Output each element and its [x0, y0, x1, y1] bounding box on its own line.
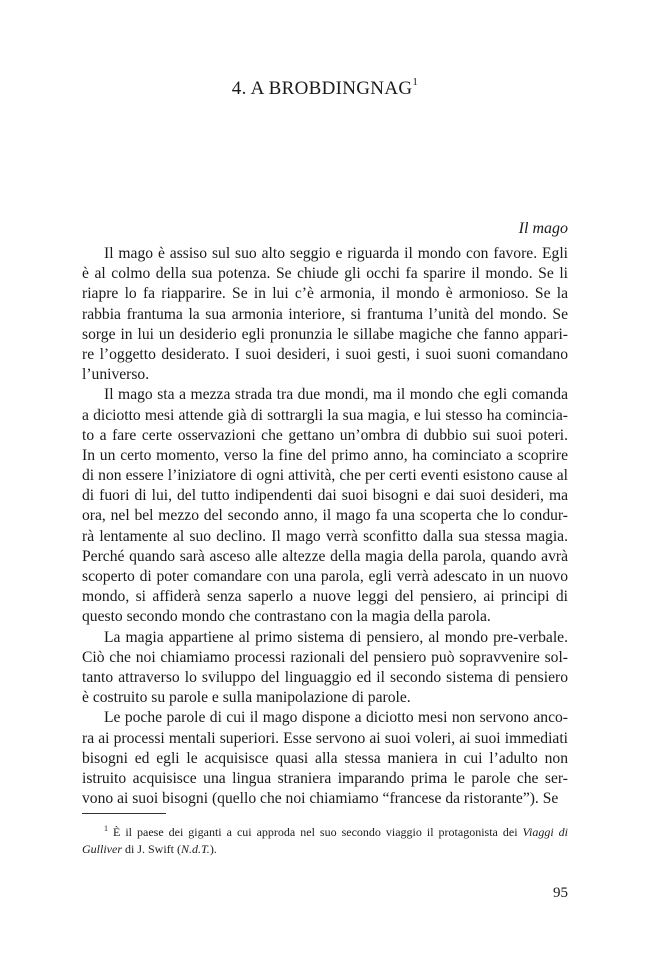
text-line: di fuori di lui, del tutto indipendenti dai suoi bisogni e dai suoi desideri, ma [82, 487, 568, 505]
text-line: questo secondo mondo che contrastano con la magia della parola. [82, 608, 491, 626]
footnote-text: di J. Swift ( [122, 842, 182, 856]
text-line: Il mago è assiso sul suo alto seggio e riguarda il mondo con favore. Egli [104, 245, 568, 262]
text-line: sorge in lui un desiderio egli pronunzia le sillabe magiche che fanno appari- [82, 325, 568, 343]
page-number: 95 [553, 885, 568, 901]
text-line: scoperto di poter comandare con una parola, egli verrà adescato in un nuovo [82, 568, 568, 585]
footnote-marker: 1 [104, 824, 108, 833]
text-line: Le poche parole di cui il mago dispone a diciotto mesi non servono anco- [104, 709, 568, 727]
text-line: mondo, si affiderà senza saperlo a nuove leggi del pensiero, ai principi di [82, 588, 568, 606]
text-line: ora, nel bel mezzo del secondo anno, il mago fa una scoperta che lo condur- [82, 507, 568, 525]
text-line: Ciò che noi chiamiamo processi razionali del pensiero può sopravvenire sol- [82, 648, 568, 666]
footnote-reference: 1 [412, 76, 419, 88]
footnote [82, 820, 568, 858]
footnote-text: ). [209, 842, 217, 856]
text-line: Perché quando sarà asceso alle altezze della magia della parola, quando avrà [82, 547, 568, 565]
chapter-title-text: 4. A BROBDINGNAG [231, 78, 413, 99]
text-line: Il mago sta a mezza strada tra due mondi, ma il mondo che egli comanda [104, 386, 568, 404]
footnote-separator [82, 813, 166, 814]
text-line: rabbia frantuma la sua armonia interiore, si frantuma l’unità del mondo. Se [82, 305, 568, 323]
footnote-italic: N.d.T. [181, 842, 210, 856]
text-line: è al colmo della sua potenza. Se chiude gli occhi fa sparire il mondo. Se li [82, 265, 568, 283]
text-line: riapre lo fa riapparire. Se in lui c’è armonia, il mondo è armonioso. Se la [82, 285, 568, 303]
text-line: a diciotto mesi attende già di sottrargli la sua magia, e lui stesso ha comincia- [82, 406, 568, 424]
paragraph [82, 385, 568, 627]
footnote-text: È il paese dei giganti a cui approda nel suo secondo viaggio il protagonista dei [113, 825, 523, 839]
text-line: re l’oggetto desiderato. I suoi desideri, i suoi gesti, i suoi suoni comandano [82, 345, 568, 363]
text-line: rà lentamente al suo declino. Il mago verrà sconfitto dalla sua stessa magia. [82, 527, 568, 545]
footnote-italic: Gulliver [82, 842, 122, 856]
text-line: to a fare certe osservazioni che gettano un’ombra di dubbio sui suoi poteri. [82, 426, 568, 444]
text-line: vono ai suoi bisogni (quello che noi chiamiamo “francese da ristorante”). Se [82, 790, 559, 808]
text-line: In un certo momento, verso la fine del primo anno, ha cominciato a scoprire [82, 446, 568, 464]
text-line: ra ai processi mentali superiori. Esse servono ai suoi voleri, ai suoi immediati [82, 729, 568, 747]
text-line: di non essere l’iniziatore di ogni attività, che per certi eventi esistono cause al [82, 467, 568, 485]
chapter-title [0, 78, 650, 100]
paragraph [82, 244, 568, 385]
text-line: bisogni ed egli le acquisisce quasi alla stessa maniera in cui l’adulto non [82, 749, 568, 767]
body-text [82, 244, 568, 809]
paragraph [82, 708, 568, 809]
text-line: tanto attraverso lo sviluppo del linguaggio ed il secondo sistema di pensiero [82, 668, 568, 686]
text-line: l’universo. [82, 366, 150, 384]
text-line: istruito acquisisce una lingua straniera imparando prima le parole che ser- [82, 769, 568, 787]
text-line: è costruito su parole e sulla manipolazione di parole. [82, 689, 411, 707]
paragraph [82, 628, 568, 709]
section-heading: Il mago [518, 220, 568, 237]
text-line: La magia appartiene al primo sistema di pensiero, al mondo pre-verbale. [104, 628, 568, 646]
footnote-italic: Viaggi di [522, 825, 568, 839]
